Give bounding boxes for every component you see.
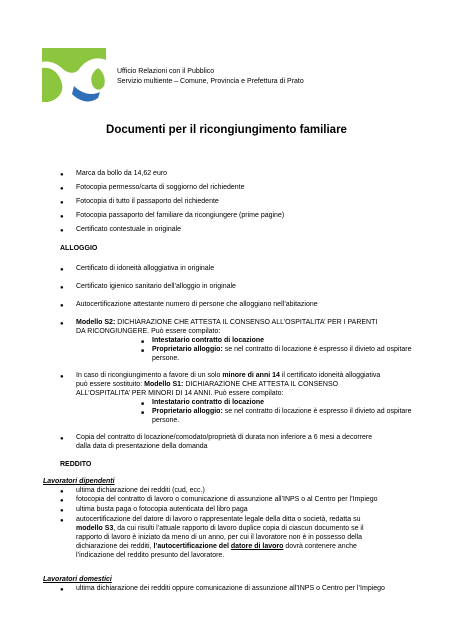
section-heading-alloggio: ALLOGGIO [60,245,98,252]
bullet-icon: ● [60,508,64,514]
autocert-line-4 [76,543,421,552]
modello-s2-line-2: DA RICONGIUNGERE. Può essere compilato: [76,328,221,335]
copia-contratto-line-2: dalla data di presentazione della domanda [76,443,208,450]
autocert-text: , da cui risulti l’attuale rapporto di lavoro duplice copia di ciascun documento se il [113,525,364,532]
modello-s2-text: DICHIARAZIONE CHE ATTESTA IL CONSENSO ALL’OSPITALITA’ PER I PARENTI [117,319,378,326]
bullet-icon: ● [60,321,64,327]
list-item: Fotocopia di tutto il passaporto del richiedente [76,198,219,205]
sub-item-text: se nel contratto di locazione è espresso il divieto ad ospitare [224,346,412,353]
list-item: Certificato di idoneità alloggiativa in originale [76,265,215,272]
list-item: Certificato igienico sanitario dell’alloggio in originale [76,283,236,290]
office-header [117,67,304,86]
bullet-icon: ● [60,587,64,593]
modello-s1-line-1 [76,372,421,381]
autocert-text-a: dichiarazione dei redditi, [76,543,152,550]
s1-text-d: DICHIARAZIONE CHE ATTESTA IL CONSENSO [185,381,339,388]
modello-s2-label: Modello S2: [76,319,116,326]
section-heading-reddito: REDDITO [60,461,92,468]
bullet-icon: ● [60,374,64,380]
bullet-icon: ● [60,489,64,495]
bullet-icon: ● [60,518,64,524]
sub-item: Intestatario contratto di locazione [152,337,265,344]
office-line-2: Servizio multiente – Comune, Provincia e Prefettura di Prato [117,77,304,85]
square-bullet-icon: ■ [141,410,145,416]
modello-s3-label: modello S3 [76,525,114,532]
s1-minore: minore di anni 14 [222,372,280,379]
list-item: Marca da bollo da 14,62 euro [76,170,168,177]
s1-text-a: In caso di ricongiungimento a favore di un solo [76,372,221,379]
subsection-heading-domestici: Lavoratori domestici [43,576,112,583]
square-bullet-icon: ■ [141,348,145,354]
autocert-bold-1: l’autocertificazione del [153,543,229,550]
bullet-icon: ● [60,200,64,206]
autocert-text-b: dovrà contenere anche [285,543,357,550]
modello-s1-line-3: ALL’OSPITALITA’ PER MINORI DI 14 ANNI. Può essere compilato: [76,390,284,397]
subsection-heading-dipendenti: Lavoratori dipendenti [43,478,115,485]
modello-s1-line-2 [76,381,421,390]
bullet-icon: ● [60,303,64,309]
autocert-line-5: l’indicazione del reddito presunto del lavoratore. [76,552,225,559]
modello-s2-line-1 [76,319,421,328]
list-item: ultima dichiarazione dei redditi (cud, ecc.) [76,487,205,494]
logo-green-top [42,48,106,73]
s1-text-c: può essere sostituito: [76,381,143,388]
page-title: Documenti per il ricongiungimento familiare [106,124,347,136]
bullet-icon: ● [60,285,64,291]
sub-item-label: Proprietario alloggio: [152,408,223,415]
logo-green-right [91,68,105,90]
square-bullet-icon: ■ [141,339,145,345]
modello-s1-label: Modello S1: [144,381,184,388]
list-item: Autocertificazione attestante numero di persone che alloggiano nell’abitazione [76,301,318,308]
sub-item: Intestatario contratto di locazione [152,399,265,406]
s1-text-b: il certificato idoneità alloggiativa [281,372,381,379]
bullet-icon: ● [60,436,64,442]
autocert-line-3: rapporto di lavoro è iniziato da meno di un anno, per cui il lavoratore non è in possesso della [76,534,363,541]
sub-item-label: Proprietario alloggio: [152,346,223,353]
list-item: Fotocopia permesso/carta di soggiorno del richiedente [76,184,245,191]
sub-item [152,346,422,355]
sub-item [152,408,422,417]
list-item: Fotocopia passaporto del familiare da ricongiungere (prime pagine) [76,212,285,219]
bullet-icon: ● [60,228,64,234]
autocert-bold-2: datore di lavoro [230,543,284,550]
sub-item-text: se nel contratto di locazione è espresso il divieto ad ospitare [224,408,412,415]
logo-green-left [42,68,62,102]
list-item: fotocopia del contratto di lavoro o comunicazione di assunzione all’INPS o al Centro per l’Impiego [76,496,378,503]
list-item: ultima busta paga o fotocopia autenticata del libro paga [76,506,248,513]
bullet-icon: ● [60,267,64,273]
copia-contratto-line-1: Copia del contratto di locazione/comodato/proprietà di durata non inferiore a 6 mesi a decorrere [76,434,373,441]
bullet-icon: ● [60,186,64,192]
autocert-line-2 [76,525,421,534]
sub-item-cont: persone. [152,417,180,424]
sub-item-cont: persone. [152,355,180,362]
bullet-icon: ● [60,214,64,220]
square-bullet-icon: ■ [141,401,145,407]
list-item: ultima dichiarazione dei redditi oppure comunicazione di assunzione all’INPS o Centro per l’Impiego [76,585,385,592]
urp-logo [40,46,108,108]
bullet-icon: ● [60,172,64,178]
bullet-icon: ● [60,498,64,504]
office-line-1: Ufficio Relazioni con il Pubblico [117,68,215,75]
autocert-line-1: autocertificazione del datore di lavoro o rappresentate legale della ditta o società, redatta su [76,516,361,523]
list-item: Certificato contestuale in originale [76,226,182,233]
